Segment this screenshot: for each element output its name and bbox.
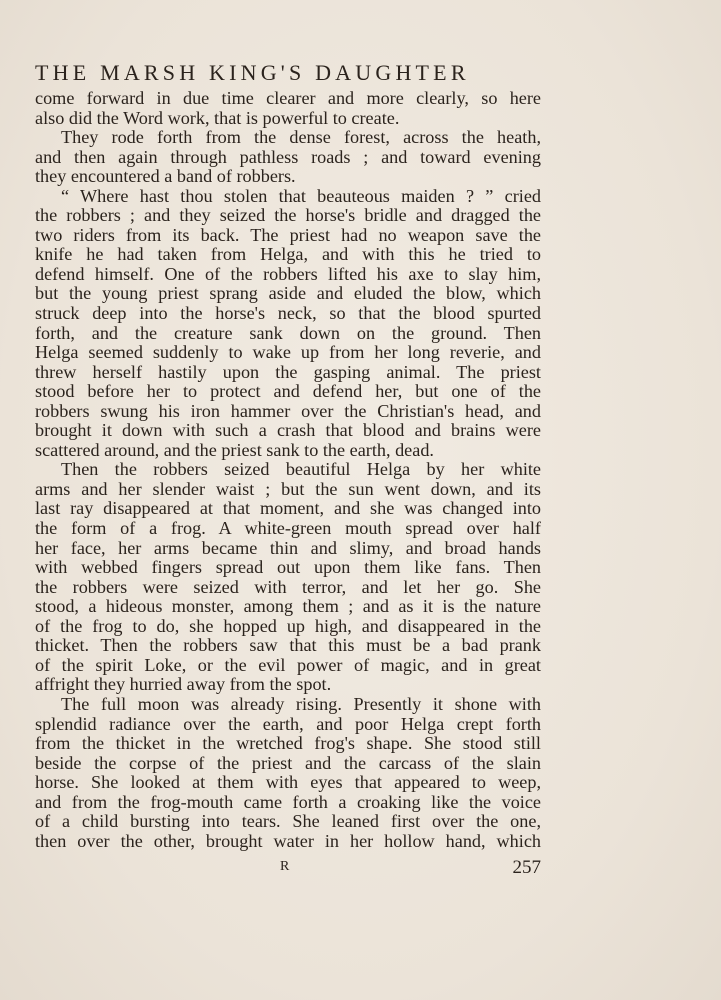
text-line: horse. She looked at them with eyes that appeared to weep, xyxy=(35,772,541,793)
page-footer xyxy=(35,857,541,881)
text-line: arms and her slender waist ; but the sun went down, and its xyxy=(35,478,541,499)
text-line: Then the robbers seized beautiful Helga by her white xyxy=(61,459,541,480)
signature-mark: R xyxy=(280,859,291,874)
text-line: then over the other, brought water in her hollow hand, which xyxy=(35,830,541,851)
text-line: threw herself hastily upon the gasping animal. The priest xyxy=(35,361,541,382)
text-line: The full moon was already rising. Presently it shone with xyxy=(61,693,541,714)
running-head: THE MARSH KING'S DAUGHTER xyxy=(35,60,470,85)
text-line: struck deep into the horse's neck, so that the blood spurted xyxy=(35,303,541,324)
text-line: of a child bursting into tears. She leaned first over the one, xyxy=(35,811,541,832)
text-line: of the spirit Loke, or the evil power of magic, and in great xyxy=(35,654,541,675)
text-line: two riders from its back. The priest had no weapon save the xyxy=(35,224,541,245)
text-line: the form of a frog. A white-green mouth spread over half xyxy=(35,518,541,539)
text-line: of the frog to do, she hopped up high, and disappeared in the xyxy=(35,615,541,636)
text-line: splendid radiance over the earth, and poor Helga crept forth xyxy=(35,713,541,734)
text-line: stood, a hideous monster, among them ; and as it is the nature xyxy=(35,596,541,617)
body-text xyxy=(35,89,541,851)
text-line: brought it down with such a crash that blood and brains were xyxy=(35,420,541,441)
text-line: the robbers were seized with terror, and let her go. She xyxy=(35,576,541,597)
text-line: robbers swung his iron hammer over the Christian's head, and xyxy=(35,400,541,421)
text-line: stood before her to protect and defend her, but one of the xyxy=(35,381,541,402)
text-line: but the young priest sprang aside and eluded the blow, which xyxy=(35,283,541,304)
text-line: her face, her arms became thin and slimy, and broad hands xyxy=(35,537,541,558)
text-line: they encountered a band of robbers. xyxy=(35,166,296,187)
text-line: forth, and the creature sank down on the ground. Then xyxy=(35,322,541,343)
text-line: with webbed fingers spread out upon them like fans. Then xyxy=(35,557,541,578)
page-number: 257 xyxy=(512,857,541,878)
text-line: from the thicket in the wretched frog's shape. She stood still xyxy=(35,733,541,754)
text-line: last ray disappeared at that moment, and she was changed into xyxy=(35,498,541,519)
text-line: the robbers ; and they seized the horse's bridle and dragged the xyxy=(35,205,541,226)
text-line: thicket. Then the robbers saw that this must be a bad prank xyxy=(35,635,541,656)
text-line: They rode forth from the dense forest, across the heath, xyxy=(61,127,541,148)
text-line: knife he had taken from Helga, and with this he tried to xyxy=(35,244,541,265)
text-line: Helga seemed suddenly to wake up from her long reverie, and xyxy=(35,342,541,363)
text-line: come forward in due time clearer and more clearly, so here xyxy=(35,88,541,108)
text-line: affright they hurried away from the spot. xyxy=(35,674,332,695)
text-line: and from the frog-mouth came forth a croaking like the voice xyxy=(35,791,541,812)
text-line: defend himself. One of the robbers lifted his axe to slay him, xyxy=(35,263,541,284)
text-line: and then again through pathless roads ; and toward evening xyxy=(35,146,541,167)
text-line: scattered around, and the priest sank to the earth, dead. xyxy=(35,439,434,460)
text-line: also did the Word work, that is powerful to create. xyxy=(35,107,400,128)
text-line: “ Where hast thou stolen that beauteous maiden ? ” cried xyxy=(61,185,541,206)
text-line: beside the corpse of the priest and the carcass of the slain xyxy=(35,752,541,773)
